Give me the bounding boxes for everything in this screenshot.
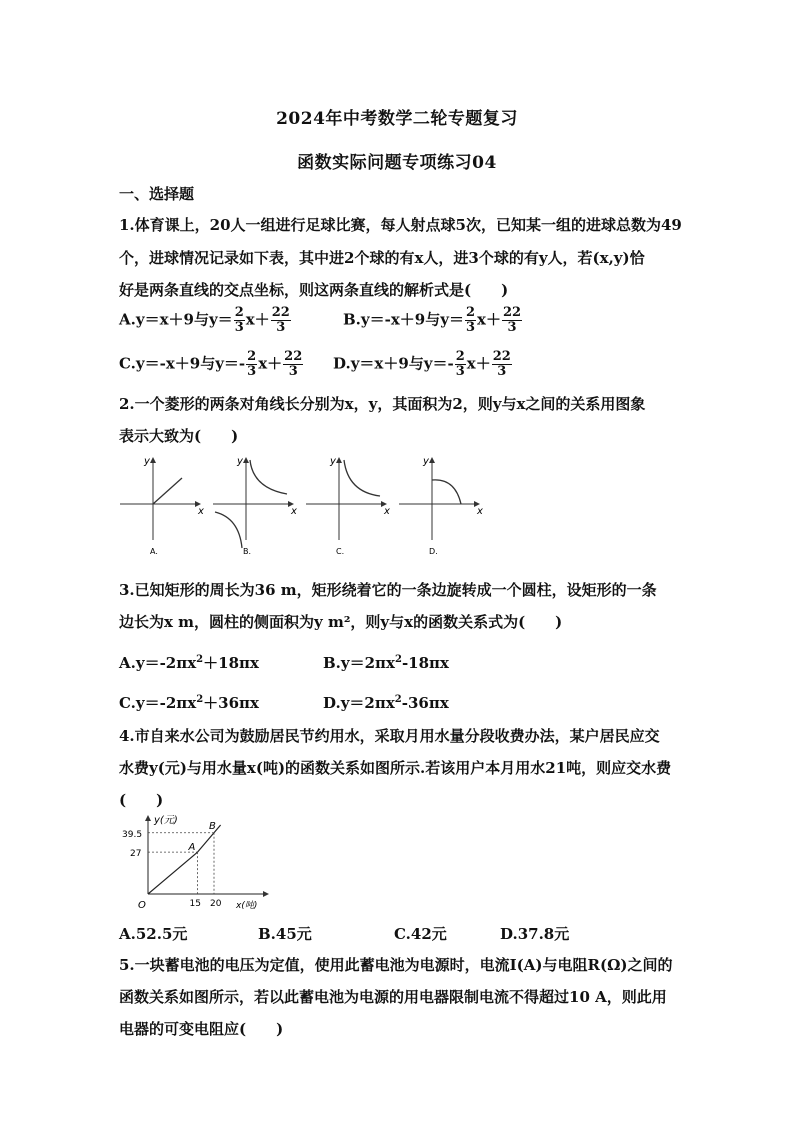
q2-line1: 2.一个菱形的两条对角线长分别为x，y，其面积为2，则y与x之间的关系用图象 — [119, 395, 646, 413]
q1-line2: 个，进球情况记录如下表，其中进2个球的有x人，进3个球的有y人，若(x,y)恰 — [119, 249, 645, 267]
q4-graph — [118, 812, 278, 920]
q4-y-tick: 27 — [130, 849, 142, 860]
page-subtitle: 函数实际问题专项练习04 — [297, 153, 497, 173]
q1-option-a: A.y＝x＋9与y＝ $\frac{2}{3}$ x＋ $\frac{22}{3}$ — [119, 305, 290, 335]
fraction: $\frac{22}{3}$ — [271, 305, 290, 335]
fraction: $\frac{2}{3}$ — [247, 349, 257, 379]
q5-line3: 电器的可变电阻应( ) — [119, 1020, 284, 1038]
q1-option-d: D.y＝x＋9与y＝- $\frac{2}{3}$ x＋ $\frac{22}{3}$ — [333, 349, 511, 379]
q4-point-b: B — [209, 820, 216, 832]
q4-option-c: C.42元 — [394, 925, 447, 943]
q1-option-b: B.y＝-x＋9与y＝ $\frac{2}{3}$ x＋ $\frac{22}{3}$ — [343, 305, 522, 335]
fraction: $\frac{22}{3}$ — [284, 349, 303, 379]
axis-label-y: y — [237, 456, 243, 467]
q4-y-tick: 39.5 — [122, 829, 143, 840]
q3-line1: 3.已知矩形的周长为36 m，矩形绕着它的一条边旋转成一个圆柱，设矩形的一条 — [119, 581, 657, 599]
q4-x-label: x(吨) — [236, 901, 258, 911]
fraction: $\frac{22}{3}$ — [492, 349, 511, 379]
graph-label-d: D. — [429, 547, 438, 556]
q1-option-d-prefix: D.y＝x＋9与y＝- — [333, 354, 454, 373]
q4-line3: ( ) — [119, 791, 164, 809]
graph-label-b: B. — [243, 547, 252, 556]
q4-option-b: B.45元 — [258, 925, 312, 943]
q1-line1: 1.体育课上，20人一组进行足球比赛，每人射点球5次，已知某一组的进球总数为49 — [119, 216, 682, 234]
q1-option-b-prefix: B.y＝-x＋9与y＝ — [343, 310, 464, 329]
q1-line3: 好是两条直线的交点坐标，则这两条直线的解析式是( ) — [119, 281, 509, 299]
axis-label-y: y — [330, 456, 336, 467]
section-heading: 一、选择题 — [119, 185, 195, 203]
q4-option-d: D.37.8元 — [500, 925, 570, 943]
page-title: 2024年中考数学二轮专题复习 — [276, 109, 518, 129]
fraction: $\frac{2}{3}$ — [234, 305, 244, 335]
fraction: $\frac{2}{3}$ — [465, 305, 475, 335]
q1-option-c: C.y＝-x＋9与y＝- $\frac{2}{3}$ x＋ $\frac{22}{3}$ — [119, 349, 303, 379]
q4-origin-label: O — [138, 900, 146, 911]
q1-option-a-prefix: A.y＝x＋9与y＝ — [119, 310, 233, 329]
q2-graph-d — [399, 456, 483, 556]
q2-line2: 表示大致为( ) — [119, 427, 239, 445]
q4-x-tick: 20 — [210, 899, 222, 909]
q2-graph-b — [213, 456, 297, 556]
q3-option-c: $C.y=-2\pi x^2+36\pi x$ — [119, 694, 259, 712]
q3-option-d: $D.y=2\pi x^2-36\pi x$ — [323, 694, 449, 712]
graph-label-c: C. — [336, 547, 345, 556]
q4-line2: 水费y(元)与用水量x(吨)的函数关系如图所示.若该用户本月用水21吨，则应交水费 — [119, 759, 672, 777]
axis-label-y: y — [423, 456, 429, 467]
q4-segment — [198, 833, 215, 852]
q4-x-tick: 15 — [189, 899, 201, 909]
axis-label-x: x — [384, 506, 390, 517]
fraction: $\frac{22}{3}$ — [502, 305, 522, 335]
q3-line2: 边长为x m，圆柱的侧面积为y m²，则y与x的函数关系式为( ) — [119, 613, 563, 631]
graph-label-a: A. — [150, 547, 158, 556]
axis-label-y: y — [144, 456, 150, 467]
q4-segment — [148, 852, 198, 894]
q3-option-a: $A.y=-2\pi x^2+18\pi x$ — [119, 654, 259, 672]
q3-option-b: $B.y=2\pi x^2-18\pi x$ — [323, 654, 449, 672]
q2-graph-c — [306, 456, 390, 556]
q4-point-a: A — [188, 842, 196, 854]
q5-line2: 函数关系如图所示，若以此蓄电池为电源的用电器限制电流不得超过10 A，则此用 — [119, 988, 667, 1006]
axis-label-x: x — [198, 506, 204, 517]
q5-line1: 5.一块蓄电池的电压为定值，使用此蓄电池为电源时，电流I(A)与电阻R(Ω)之间的 — [119, 956, 673, 974]
fraction: $\frac{2}{3}$ — [455, 349, 465, 379]
q4-option-a: A.52.5元 — [119, 925, 188, 943]
axis-label-x: x — [291, 506, 297, 517]
axis-label-x: x — [477, 506, 483, 517]
q4-y-label: y(元) — [154, 815, 178, 826]
q1-option-c-prefix: C.y＝-x＋9与y＝- — [119, 354, 246, 373]
q2-graphs — [118, 452, 488, 564]
q2-graph-a — [120, 456, 204, 556]
q4-line1: 4.市自来水公司为鼓励居民节约用水，采取月用水量分段收费办法，某户居民应交 — [119, 727, 660, 745]
